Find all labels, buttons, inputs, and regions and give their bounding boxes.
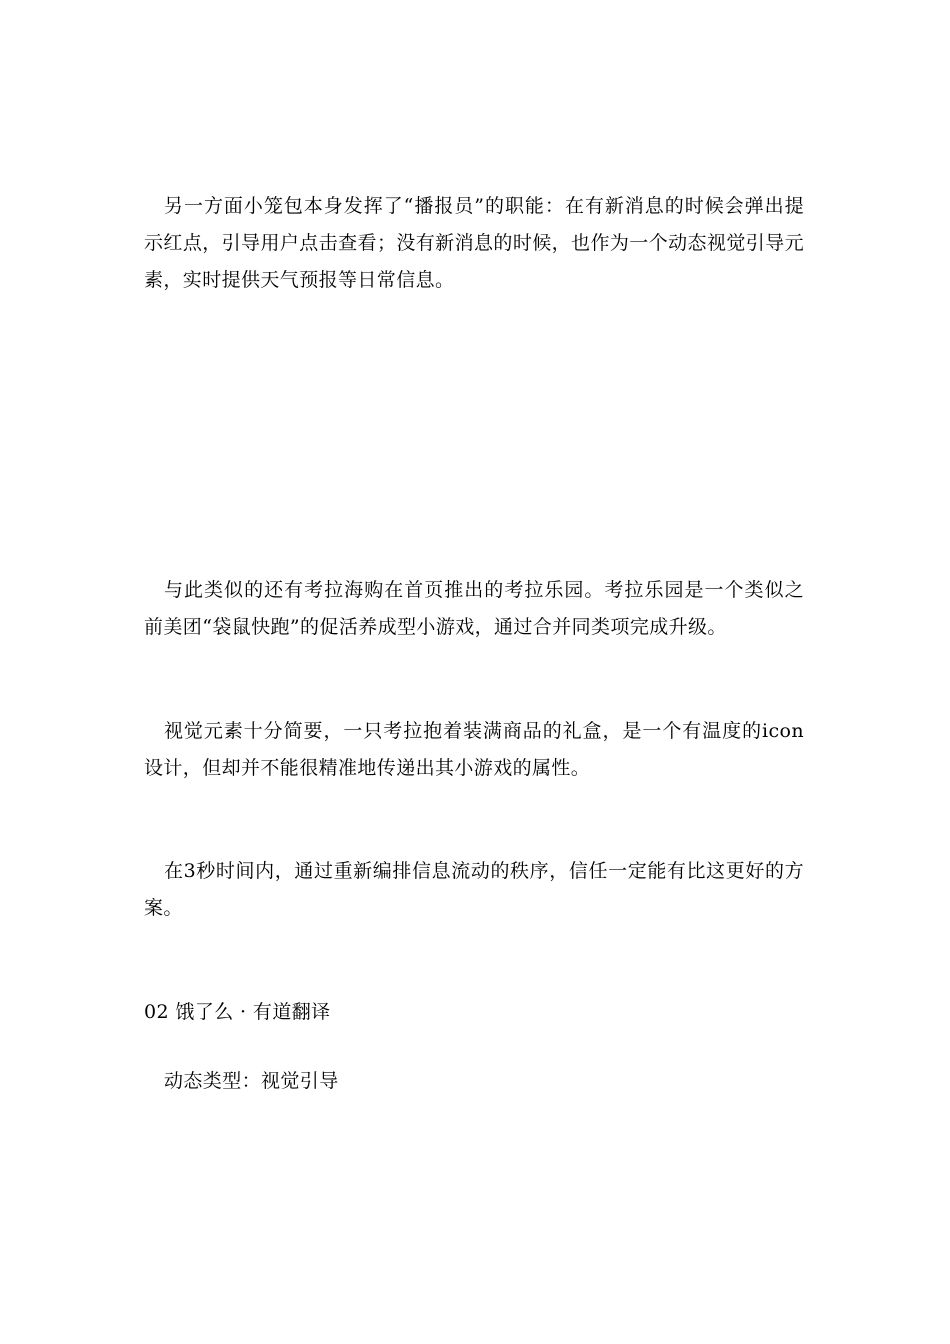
paragraph-visual-elements: 视觉元素十分简要，一只考拉抱着装满商品的礼盒，是一个有温度的icon设计，但却并不能很精准地传递出其小游戏的属性。 [144, 720, 804, 779]
paragraph-xiaolongbao-broadcaster: 另一方面小笼包本身发挥了“播报员”的职能：在有新消息的时候会弹出提示红点，引导用户点击查看；没有新消息的时候，也作为一个动态视觉引导元素，实时提供天气预报等日常信息。 [144, 195, 804, 291]
paragraph-kaola-park: 与此类似的还有考拉海购在首页推出的考拉乐园。考拉乐园是一个类似之前美团“袋鼠快跑”的促活养成型小游戏，通过合并同类项完成升级。 [144, 579, 804, 638]
paragraph-three-seconds: 在3秒时间内，通过重新编排信息流动的秩序，信任一定能有比这更好的方案。 [144, 860, 804, 919]
section-subtitle: 动态类型：视觉引导 [164, 1070, 339, 1092]
section-heading: 02 饿了么 · 有道翻译 [144, 1001, 331, 1023]
